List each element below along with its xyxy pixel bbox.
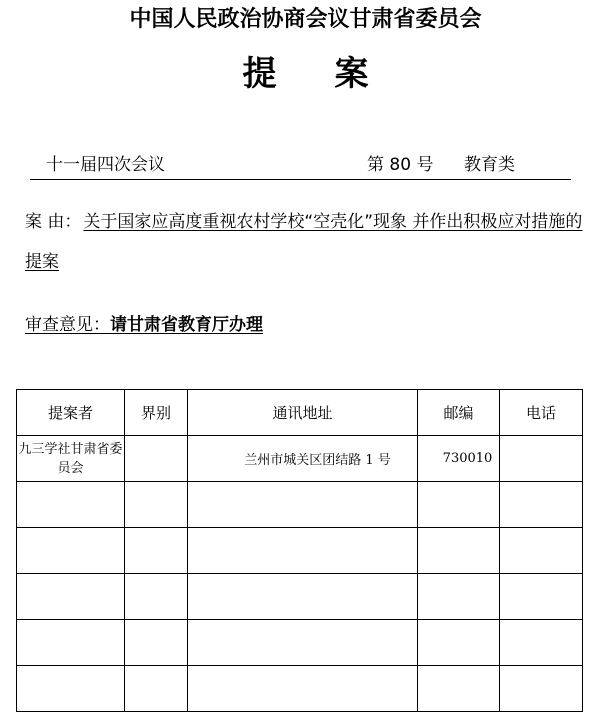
cell-phone <box>500 482 583 528</box>
cell-postcode <box>418 482 500 528</box>
cell-postcode <box>418 574 500 620</box>
cell-sector <box>125 436 188 482</box>
cell-sector <box>125 666 188 712</box>
cell-postcode <box>418 528 500 574</box>
cell-address: 兰州市城关区团结路 1 号 <box>188 436 418 482</box>
cell-phone <box>500 574 583 620</box>
header-phone: 电话 <box>500 390 583 436</box>
proposal-number: 第 80 号 <box>367 155 434 175</box>
table-row <box>17 528 583 574</box>
table-row <box>17 436 583 482</box>
proposer-table <box>16 389 583 712</box>
document-title-char-2: 案 <box>334 54 369 94</box>
cell-phone <box>500 620 583 666</box>
cell-proposer <box>17 666 125 712</box>
session-info-row <box>46 146 570 176</box>
cell-proposer <box>17 620 125 666</box>
cell-proposer: 九三学社甘肃省委员会 <box>17 436 125 482</box>
table-header-row <box>17 390 583 436</box>
cell-sector <box>125 482 188 528</box>
header-proposer: 提案者 <box>17 390 125 436</box>
cell-postcode: 730010 <box>418 436 500 482</box>
cell-postcode <box>418 666 500 712</box>
cell-sector <box>125 620 188 666</box>
review-content: 请甘肃省教育厅办理 <box>110 315 263 335</box>
cell-proposer <box>17 482 125 528</box>
cell-sector <box>125 574 188 620</box>
organization-title: 中国人民政治协商会议甘肃省委员会 <box>129 6 482 32</box>
table-row <box>17 482 583 528</box>
cell-phone <box>500 666 583 712</box>
cell-address <box>188 666 418 712</box>
document-title-char-1: 提 <box>242 54 277 94</box>
header-address: 通讯地址 <box>188 390 418 436</box>
header-postcode: 邮编 <box>418 390 500 436</box>
cell-proposer <box>17 528 125 574</box>
document-title <box>0 46 611 95</box>
cell-address <box>188 574 418 620</box>
session-divider <box>30 179 571 180</box>
table-row <box>17 620 583 666</box>
subject-label: 案 由： <box>25 212 82 232</box>
table-row <box>17 666 583 712</box>
cell-phone <box>500 436 583 482</box>
proposal-subject <box>25 202 585 282</box>
header-sector: 界别 <box>125 390 188 436</box>
table-row <box>17 574 583 620</box>
cell-postcode <box>418 620 500 666</box>
session-name: 十一届四次会议 <box>46 155 165 175</box>
subject-content: 关于国家应高度重视农村学校“空壳化”现象 并作出积极应对措施的提案 <box>25 212 583 272</box>
cell-address <box>188 620 418 666</box>
cell-address <box>188 528 418 574</box>
cell-sector <box>125 528 188 574</box>
cell-proposer <box>17 574 125 620</box>
proposal-category: 教育类 <box>464 155 515 175</box>
review-opinion <box>25 310 263 335</box>
cell-address <box>188 482 418 528</box>
review-label: 审查意见： <box>25 315 110 335</box>
cell-phone <box>500 528 583 574</box>
